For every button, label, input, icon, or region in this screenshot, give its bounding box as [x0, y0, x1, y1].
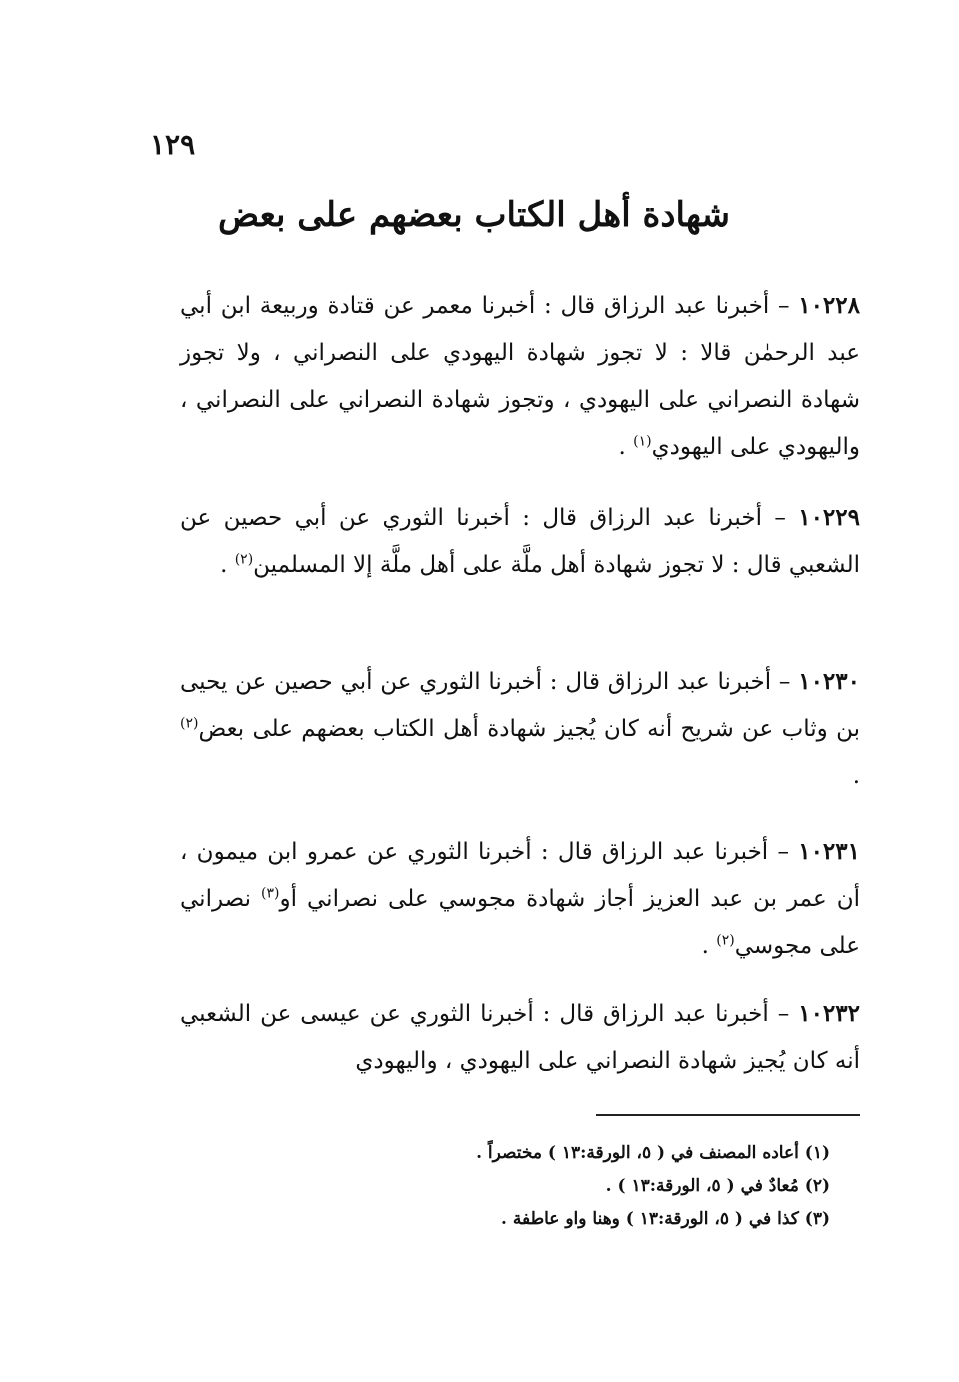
hadith-text: – أخبرنا عبد الرزاق قال : أخبرنا الثوري عن أبي حصين عن الشعبي قال : لا تجوز شهادة أهل ملَّة على أهل ملَّة إلا المسلمين — [180, 505, 860, 578]
footnote-marker: (٣) — [804, 1209, 830, 1229]
footnote-marker: (٢) — [804, 1176, 830, 1196]
chapter-title: شهادة أهل الكتاب بعضهم على بعض — [217, 195, 730, 235]
footnote-reference: (٢) — [180, 715, 199, 732]
hadith-end: . — [220, 552, 235, 578]
hadith-text: – أخبرنا عبد الرزاق قال : أخبرنا الثوري عن أبي حصين عن يحيى بن وثاب عن شريح أنه كان يُجيز شهادة أهل الكتاب بعضهم على بعض — [180, 669, 860, 742]
footnote-reference: (٢) — [234, 551, 254, 568]
hadith-10230 — [180, 658, 860, 800]
footnote-2 — [300, 1170, 830, 1203]
hadith-text-continued: نصراني على مجوسي — [180, 886, 860, 959]
hadith-10229 — [180, 494, 860, 589]
hadith-10228 — [180, 282, 860, 471]
hadith-number: ١٠٢٣٠ — [798, 668, 860, 695]
footnote-text: كذا في ( ٥، الورقة:١٣ ) وهنا واو عاطفة . — [501, 1209, 805, 1229]
footnote-divider — [596, 1114, 860, 1116]
footnote-reference: (١) — [633, 433, 652, 450]
hadith-text: – أخبرنا عبد الرزاق قال : أخبرنا الثوري عن عيسى عن الشعبي أنه كان يُجيز شهادة النصراني على اليهودي ، واليهودي — [180, 1001, 860, 1074]
footnote-reference: (٢) — [716, 932, 735, 949]
footnote-reference: (٣) — [261, 885, 280, 902]
footnotes — [300, 1137, 830, 1236]
footnote-text: أعاده المصنف في ( ٥، الورقة:١٣ ) مختصراً . — [476, 1143, 805, 1163]
hadith-end: . — [618, 434, 634, 460]
footnote-marker: (١) — [804, 1143, 830, 1163]
footnote-3 — [300, 1203, 830, 1236]
hadith-number: ١٠٢٣٢ — [798, 1000, 860, 1027]
hadith-10231 — [180, 828, 860, 970]
hadith-number: ١٠٢٣١ — [798, 838, 860, 865]
hadith-number: ١٠٢٢٩ — [798, 504, 860, 531]
page-number: ١٢٩ — [150, 128, 196, 161]
hadith-text: – أخبرنا عبد الرزاق قال : أخبرنا الثوري عن عمرو ابن ميمون ، أن عمر بن عبد العزيز أجاز شهادة مجوسي على نصراني أو — [180, 839, 861, 912]
hadith-end: . — [852, 763, 860, 789]
hadith-end: . — [701, 933, 717, 959]
hadith-text: – أخبرنا عبد الرزاق قال : أخبرنا معمر عن قتادة وربيعة ابن أبي عبد الرحمٰن قالا : لا تجوز شهادة اليهودي على النصراني ، ولا تجوز شهادة النصراني على اليهودي ، وتجوز شهادة النصراني على النصراني ، واليهودي على اليهودي — [180, 293, 860, 460]
footnote-1 — [300, 1137, 830, 1170]
footnote-text: مُعادٌ في ( ٥، الورقة:١٣ ) . — [605, 1176, 805, 1196]
hadith-10232 — [180, 990, 860, 1085]
hadith-number: ١٠٢٢٨ — [798, 292, 860, 319]
